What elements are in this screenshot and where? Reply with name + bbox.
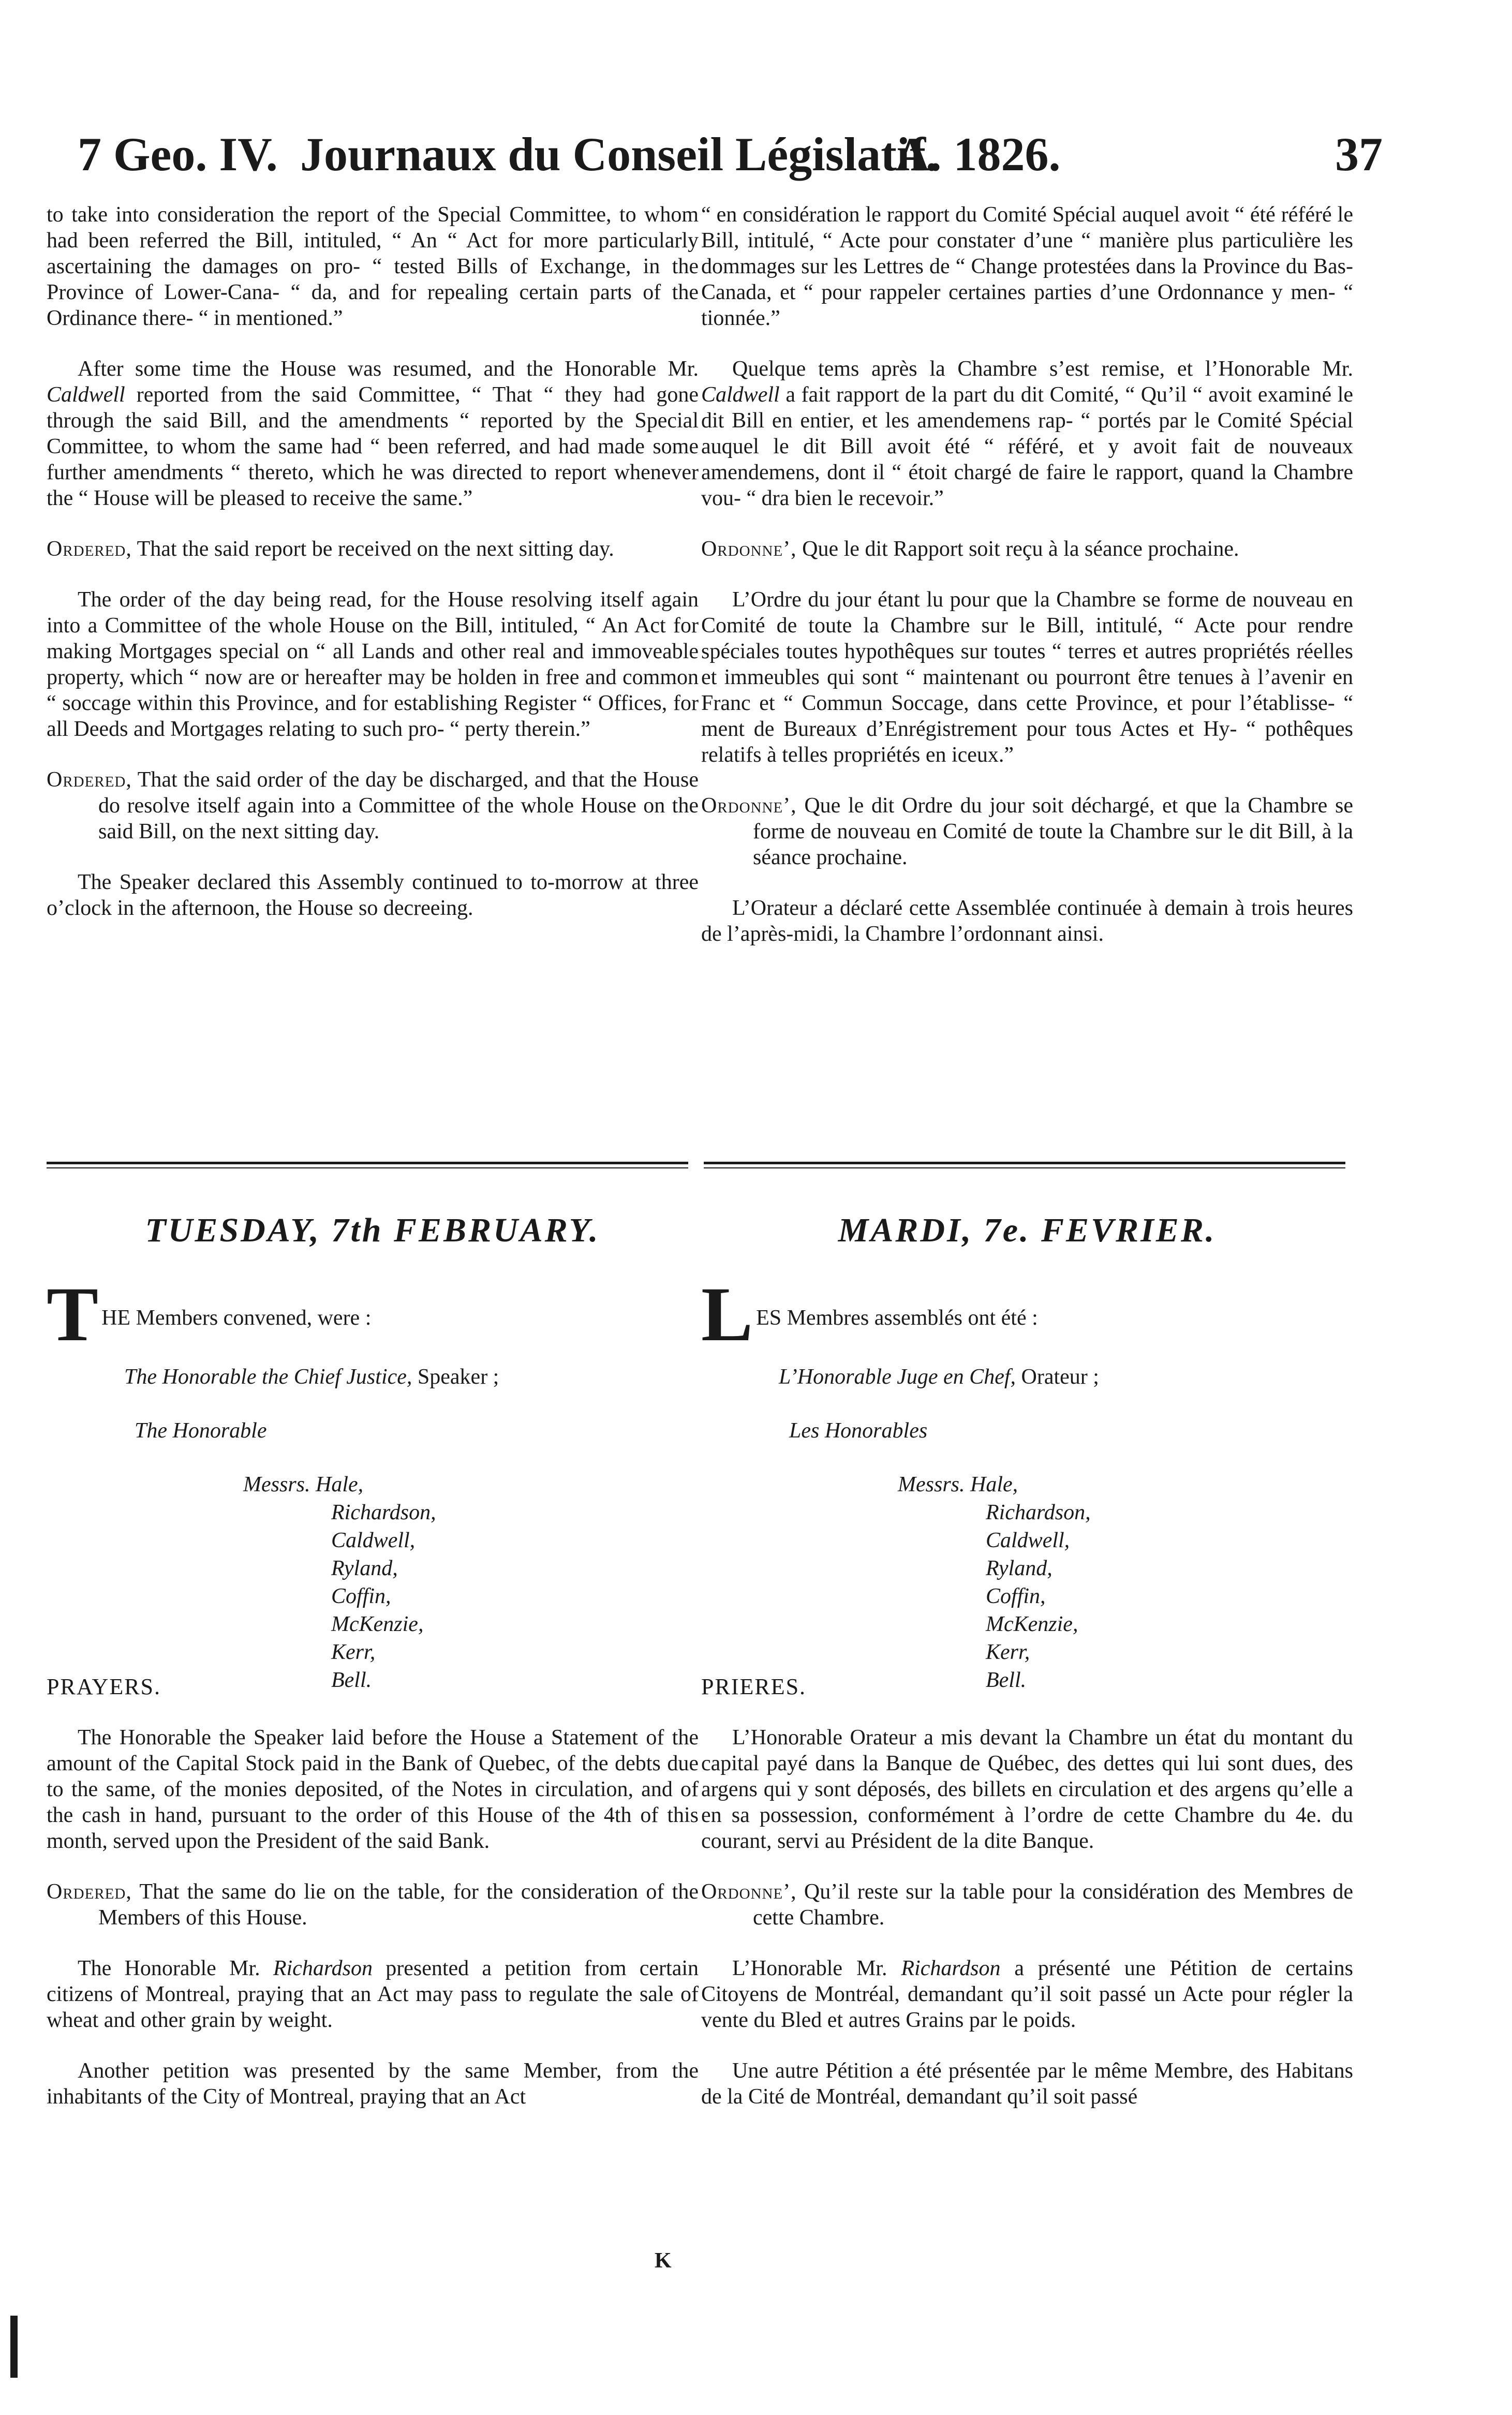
paragraph-committee-report: “ en considération le rapport du Comité Spécial auquel avoit “ été référé le Bill, intitulé, “ Acte pour constater d’une “ manière plus particulière les dommages sur les Lettres de “ Change protestées dans la Province du Bas-Canada, et “ pour rappeler certaines parties d’une Ordonnance y men- “ tionnée.”: [701, 203, 1353, 330]
french-column-upper: [701, 202, 1353, 972]
speaker-line: L’Honorable Juge en Chef, Orateur ;: [779, 1365, 1099, 1389]
paragraph-ordered-table: Ordered, That the same do lie on the table, for the consideration of the Members of this House.: [47, 1880, 699, 1930]
regnal-year: 7 Geo. IV.: [78, 128, 278, 181]
rule-thin: [47, 1167, 688, 1168]
paragraph-petition-grain: The Honorable Mr. Richardson presented a petition from certain citizens of Montreal, praying that an Act may pass to regulate the sale of wheat and other grain by weight.: [47, 1957, 699, 2032]
members-convened: HE Members convened, were :: [101, 1306, 372, 1330]
year: A. 1826.: [895, 128, 1061, 181]
member-name-row: Ryland,: [986, 1557, 1053, 1580]
members-convened: ES Membres assemblés ont été :: [756, 1306, 1038, 1330]
ordered-label: Ordered,: [47, 537, 132, 561]
paragraph-committee-report: to take into consideration the report of the Special Committee, to whom had been referred the Bill, intituled, “ An “ Act for more particularly ascertaining the damages on pro- “ tested Bills of Exchange, in the Province of Lower-Cana- “ da, and for repealing certain parts of the Ordinance there- “ in mentioned.”: [47, 203, 699, 330]
honorable-label: Les Honorables: [789, 1419, 928, 1443]
section-divider-french: [704, 1162, 1345, 1168]
english-column-upper: [47, 202, 699, 946]
ordered-label: Ordered,: [47, 1880, 132, 1904]
english-column-lower: [47, 1674, 699, 2135]
paragraph-ordered-report: Ordered, That the said report be received on the next sitting day.: [47, 537, 614, 561]
journal-title: Journaux du Conseil Législatif.: [300, 128, 938, 181]
drop-cap: T: [47, 1271, 99, 1357]
rule-thin: [704, 1167, 1345, 1168]
paragraph-bank-statement: The Honorable the Speaker laid before the House a Statement of the amount of the Capital Stock paid in the Bank of Quebec, of the debts due to the same, of the monies deposited, of the Notes in circulation, and of the cash in hand, pursuant to the order of this House of the 4th of this month, served upon the President of the said Bank.: [47, 1726, 699, 1853]
member-name: Richardson: [273, 1957, 373, 1980]
section-divider-english: [47, 1162, 688, 1168]
drop-cap: L: [701, 1271, 753, 1357]
member-name-row: Richardson,: [331, 1501, 436, 1524]
rule-thick: [47, 1162, 688, 1164]
paragraph-adjournment: L’Orateur a déclaré cette Assemblée continuée à demain à trois heures de l’après-midi, la Chambre l’ordonnant ainsi.: [701, 896, 1353, 946]
page-header: [78, 111, 1383, 189]
member-name-row: Ryland,: [331, 1557, 398, 1580]
paragraph-ordered-table: Ordonne’, Qu’il reste sur la table pour la considération des Membres de cette Chambre.: [701, 1880, 1353, 1930]
member-name: Caldwell: [701, 383, 780, 407]
members-list-english: [47, 1271, 699, 1694]
signature-mark: K: [655, 2249, 672, 2273]
paragraph-order-of-day: The order of the day being read, for the House resolving itself again into a Committee of the whole House on the Bill, intituled, “ An Act for making Mortgages special on “ all Lands and other real and immoveable property, which “ now are or hereafter may be holden in free and common “ soccage within this Province, and for establishing Register “ Offices, for all Deeds and Mortgages relating to such pro- “ perty therein.”: [47, 588, 699, 741]
member-name-row: Messrs. Hale,: [243, 1473, 364, 1497]
member-name-row: Coffin,: [986, 1584, 1046, 1608]
member-name-row: Caldwell,: [331, 1529, 416, 1552]
paragraph-order-of-day: L’Ordre du jour étant lu pour que la Chambre se forme de nouveau en Comité de toute la Chambre sur le Bill, intitulé, “ Acte pour rendre spéciales toutes hypothêques sur toutes “ terres et autres propriétés réelles et immeubles qui sont “ maintenant ou pourront être tenues à l’avenir en Franc et “ Commun Soccage, dans cette Province, et pour l’établisse- “ ment de Bureaux d’Enrégistrement pour tous Actes et Hy- “ pothêques relatifs à telles propriétés en iceux.”: [701, 588, 1353, 767]
member-name-row: Richardson,: [986, 1501, 1091, 1524]
ordered-label: Ordered,: [47, 768, 132, 792]
page-number: 37: [1335, 128, 1383, 181]
members-list-french: [701, 1271, 1353, 1694]
member-name: Richardson: [901, 1957, 1001, 1980]
paragraph-another-petition: Another petition was presented by the same Member, from the inhabitants of the City of Montreal, praying that an Act: [47, 2059, 699, 2109]
ordered-label: Ordonne’,: [701, 1880, 797, 1904]
ordered-label: Ordonne’,: [701, 794, 797, 818]
member-name-row: McKenzie,: [986, 1612, 1078, 1636]
paragraph-ordered-discharge: Ordered, That the said order of the day be discharged, and that the House do resolve itself again into a Committee of the whole House on the said Bill, on the next sitting day.: [47, 768, 699, 843]
member-names: [701, 1471, 1353, 1694]
member-name-row: Messrs. Hale,: [898, 1473, 1018, 1497]
member-names: [47, 1471, 699, 1694]
paragraph-petition-grain: L’Honorable Mr. Richardson a présenté une Pétition de certains Citoyens de Montréal, demandant qu’il soit passé un Acte pour régler la vente du Bled et autres Grains par le poids.: [701, 1957, 1354, 2032]
french-column-lower: [701, 1674, 1353, 2135]
paragraph-another-petition: Une autre Pétition a été présentée par le même Membre, des Habitans de la Cité de Montréal, demandant qu’il soit passé: [701, 2059, 1353, 2109]
day-heading-french: MARDI, 7e. FEVRIER.: [838, 1211, 1217, 1249]
speaker-line: The Honorable the Chief Justice, Speaker ;: [124, 1365, 499, 1389]
member-name-row: Coffin,: [331, 1584, 391, 1608]
page-edge-mark: [10, 2316, 18, 2378]
day-heading-english: TUESDAY, 7th FEBRUARY.: [145, 1211, 600, 1249]
prayers-heading: PRAYERS.: [47, 1674, 161, 1699]
honorable-label: The Honorable: [135, 1419, 267, 1443]
paragraph-ordered-report: Ordonne’, Que le dit Rapport soit reçu à la séance prochaine.: [701, 537, 1239, 561]
member-name-row: Kerr,: [331, 1640, 376, 1664]
member-name-row: McKenzie,: [331, 1612, 424, 1636]
member-name-row: Kerr,: [986, 1640, 1030, 1664]
rule-thick: [704, 1162, 1345, 1164]
paragraph-house-resumed: Quelque tems après la Chambre s’est remise, et l’Honorable Mr. Caldwell a fait rapport de la part du dit Comité, “ Qu’il “ avoit examiné le dit Bill en entier, et les amendemens rap- “ portés par le Comité Spécial auquel le dit Bill avoit été “ référé, et y avoit fait de nouveaux amendemens, dont il “ étoit chargé de faire le rapport, quand la Chambre vou- “ dra bien le recevoir.”: [701, 357, 1354, 510]
paragraph-ordered-discharge: Ordonne’, Que le dit Ordre du jour soit déchargé, et que la Chambre se forme de nouveau en Comité de toute la Chambre sur le dit Bill, à la séance prochaine.: [701, 794, 1353, 869]
member-name-row: Bell.: [986, 1668, 1027, 1692]
paragraph-bank-statement: L’Honorable Orateur a mis devant la Chambre un état du montant du capital payé dans la Banque de Québec, des dettes qui lui sont dues, des argens qui y sont déposés, des billets en circulation et des argens qu’elle a en sa possession, conformément à l’ordre de cette Chambre du 4e. du courant, servi au Président de la dite Banque.: [701, 1726, 1353, 1853]
prayers-heading: PRIERES.: [701, 1674, 807, 1699]
member-name: Caldwell: [47, 383, 125, 407]
member-name-row: Bell.: [331, 1668, 372, 1692]
member-name-row: Caldwell,: [986, 1529, 1070, 1552]
ordered-label: Ordonne’,: [701, 537, 797, 561]
paragraph-adjournment: The Speaker declared this Assembly continued to to-morrow at three o’clock in the afternoon, the House so decreeing.: [47, 870, 699, 920]
paragraph-house-resumed: After some time the House was resumed, and the Honorable Mr. Caldwell reported from the said Committee, “ That “ they had gone through the said Bill, and the amendments “ reported by the Special Committee, to whom the same had “ been referred, and had made some further amendments “ thereto, which he was directed to report whenever the “ House will be pleased to receive the same.”: [47, 357, 699, 510]
